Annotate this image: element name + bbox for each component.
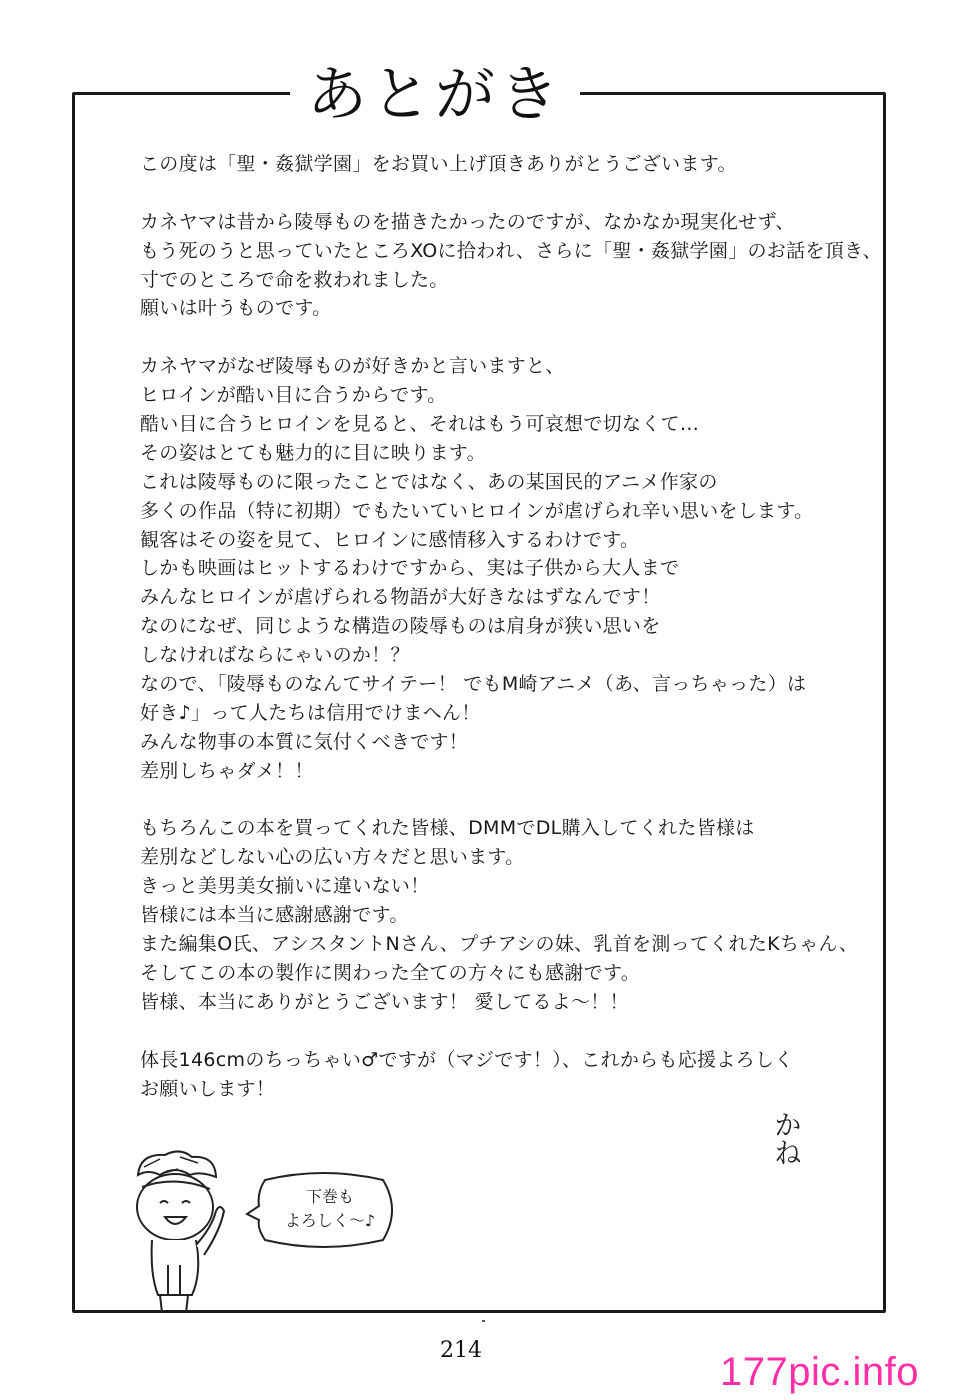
- paragraph-gap: [140, 179, 870, 208]
- paragraph-gap: [140, 323, 870, 352]
- text-line: 皆様、本当にありがとうございます！ 愛してるよ～！！: [140, 990, 629, 1013]
- page-title: あとがき: [307, 60, 563, 130]
- paragraph-gap: [140, 786, 870, 815]
- text-line: 願いは叶うものです。: [140, 297, 332, 320]
- text-line: 差別しちゃダメ！！: [140, 759, 314, 782]
- paragraph-gap: [140, 1017, 870, 1046]
- text-line: 酷い目に合うヒロインを見ると、それはもう可哀想で切なくて…: [140, 413, 700, 436]
- speech-bubble-text: [265, 1185, 395, 1233]
- text-line: その姿はとても魅力的に目に映ります。: [140, 441, 486, 464]
- text-line: 寸でのところで命を救われました。: [140, 268, 449, 291]
- text-line: しなければならにゃいのか！？: [140, 644, 410, 667]
- text-line: これは陵辱ものに限ったことではなく、あの某国民的アニメ作家の: [140, 470, 718, 493]
- text-line: しかも映画はヒットするわけですから、実は子供から大人まで: [140, 557, 680, 580]
- text-line: 体長146cmのちっちゃい♂ですが（マジです！）、これからも応援よろしく: [140, 1048, 794, 1071]
- site-watermark: 177pic.info: [720, 1350, 919, 1394]
- text-line: 好き♪」って人たちは信用でけまへん！: [140, 701, 481, 724]
- text-line: この度は「聖・姦獄学園」をお買い上げ頂きありがとうございます。: [140, 153, 737, 175]
- text-line: 差別などしない心の広い方々だと思います。: [140, 846, 525, 869]
- text-line: 皆様には本当に感謝感謝です。: [140, 904, 409, 927]
- text-line: お願いします！: [140, 1077, 276, 1100]
- afterword-body: [140, 150, 882, 1103]
- text-line: そしてこの本の製作に関わった全ての方々にも感謝です。: [140, 961, 641, 984]
- text-line: もちろんこの本を買ってくれた皆様、DMMでDL購入してくれた皆様は: [140, 817, 755, 840]
- author-signature: かね: [770, 1110, 803, 1166]
- text-line: カネヤマは昔から陵辱ものを描きたかったのですが、なかなか現実化せず、: [140, 210, 795, 233]
- text-line: また編集O氏、アシスタントNさん、プチアシの妹、乳首を測ってくれたKちゃん、: [140, 933, 859, 956]
- bubble-line: 下巻も: [305, 1187, 354, 1206]
- chibi-character-drawing: [120, 1145, 230, 1315]
- bubble-line: よろしく～♪: [284, 1211, 376, 1230]
- text-line: 多くの作品（特に初期）でもたいていヒロインが虐げられ辛い思いをします。: [140, 499, 814, 522]
- text-line: 観客はその姿を見て、ヒロインに感情移入するわけです。: [140, 528, 640, 551]
- title-area: [290, 50, 580, 140]
- text-line: きっと美男美女揃いに違いない！: [140, 875, 430, 898]
- page-number: 214: [440, 1338, 482, 1363]
- page-mark: [482, 1320, 485, 1322]
- text-line: なので、「陵辱ものなんてサイテー！ でもM崎アニメ（あ、言っちゃった）は: [140, 673, 807, 696]
- text-line: みんな物事の本質に気付くべきです！: [140, 730, 469, 753]
- text-line: ヒロインが酷い目に合うからです。: [140, 384, 447, 407]
- text-line: もう死のうと思っていたところXOに拾われ、さらに「聖・姦獄学園」のお話を頂き、: [140, 239, 882, 262]
- text-line: みんなヒロインが虐げられる物語が大好きなはずなんです！: [140, 586, 661, 609]
- text-line: なのになぜ、同じような構造の陵辱ものは肩身が狭い思いを: [140, 615, 661, 638]
- text-line: カネヤマがなぜ陵辱ものが好きかと言いますと、: [140, 355, 565, 378]
